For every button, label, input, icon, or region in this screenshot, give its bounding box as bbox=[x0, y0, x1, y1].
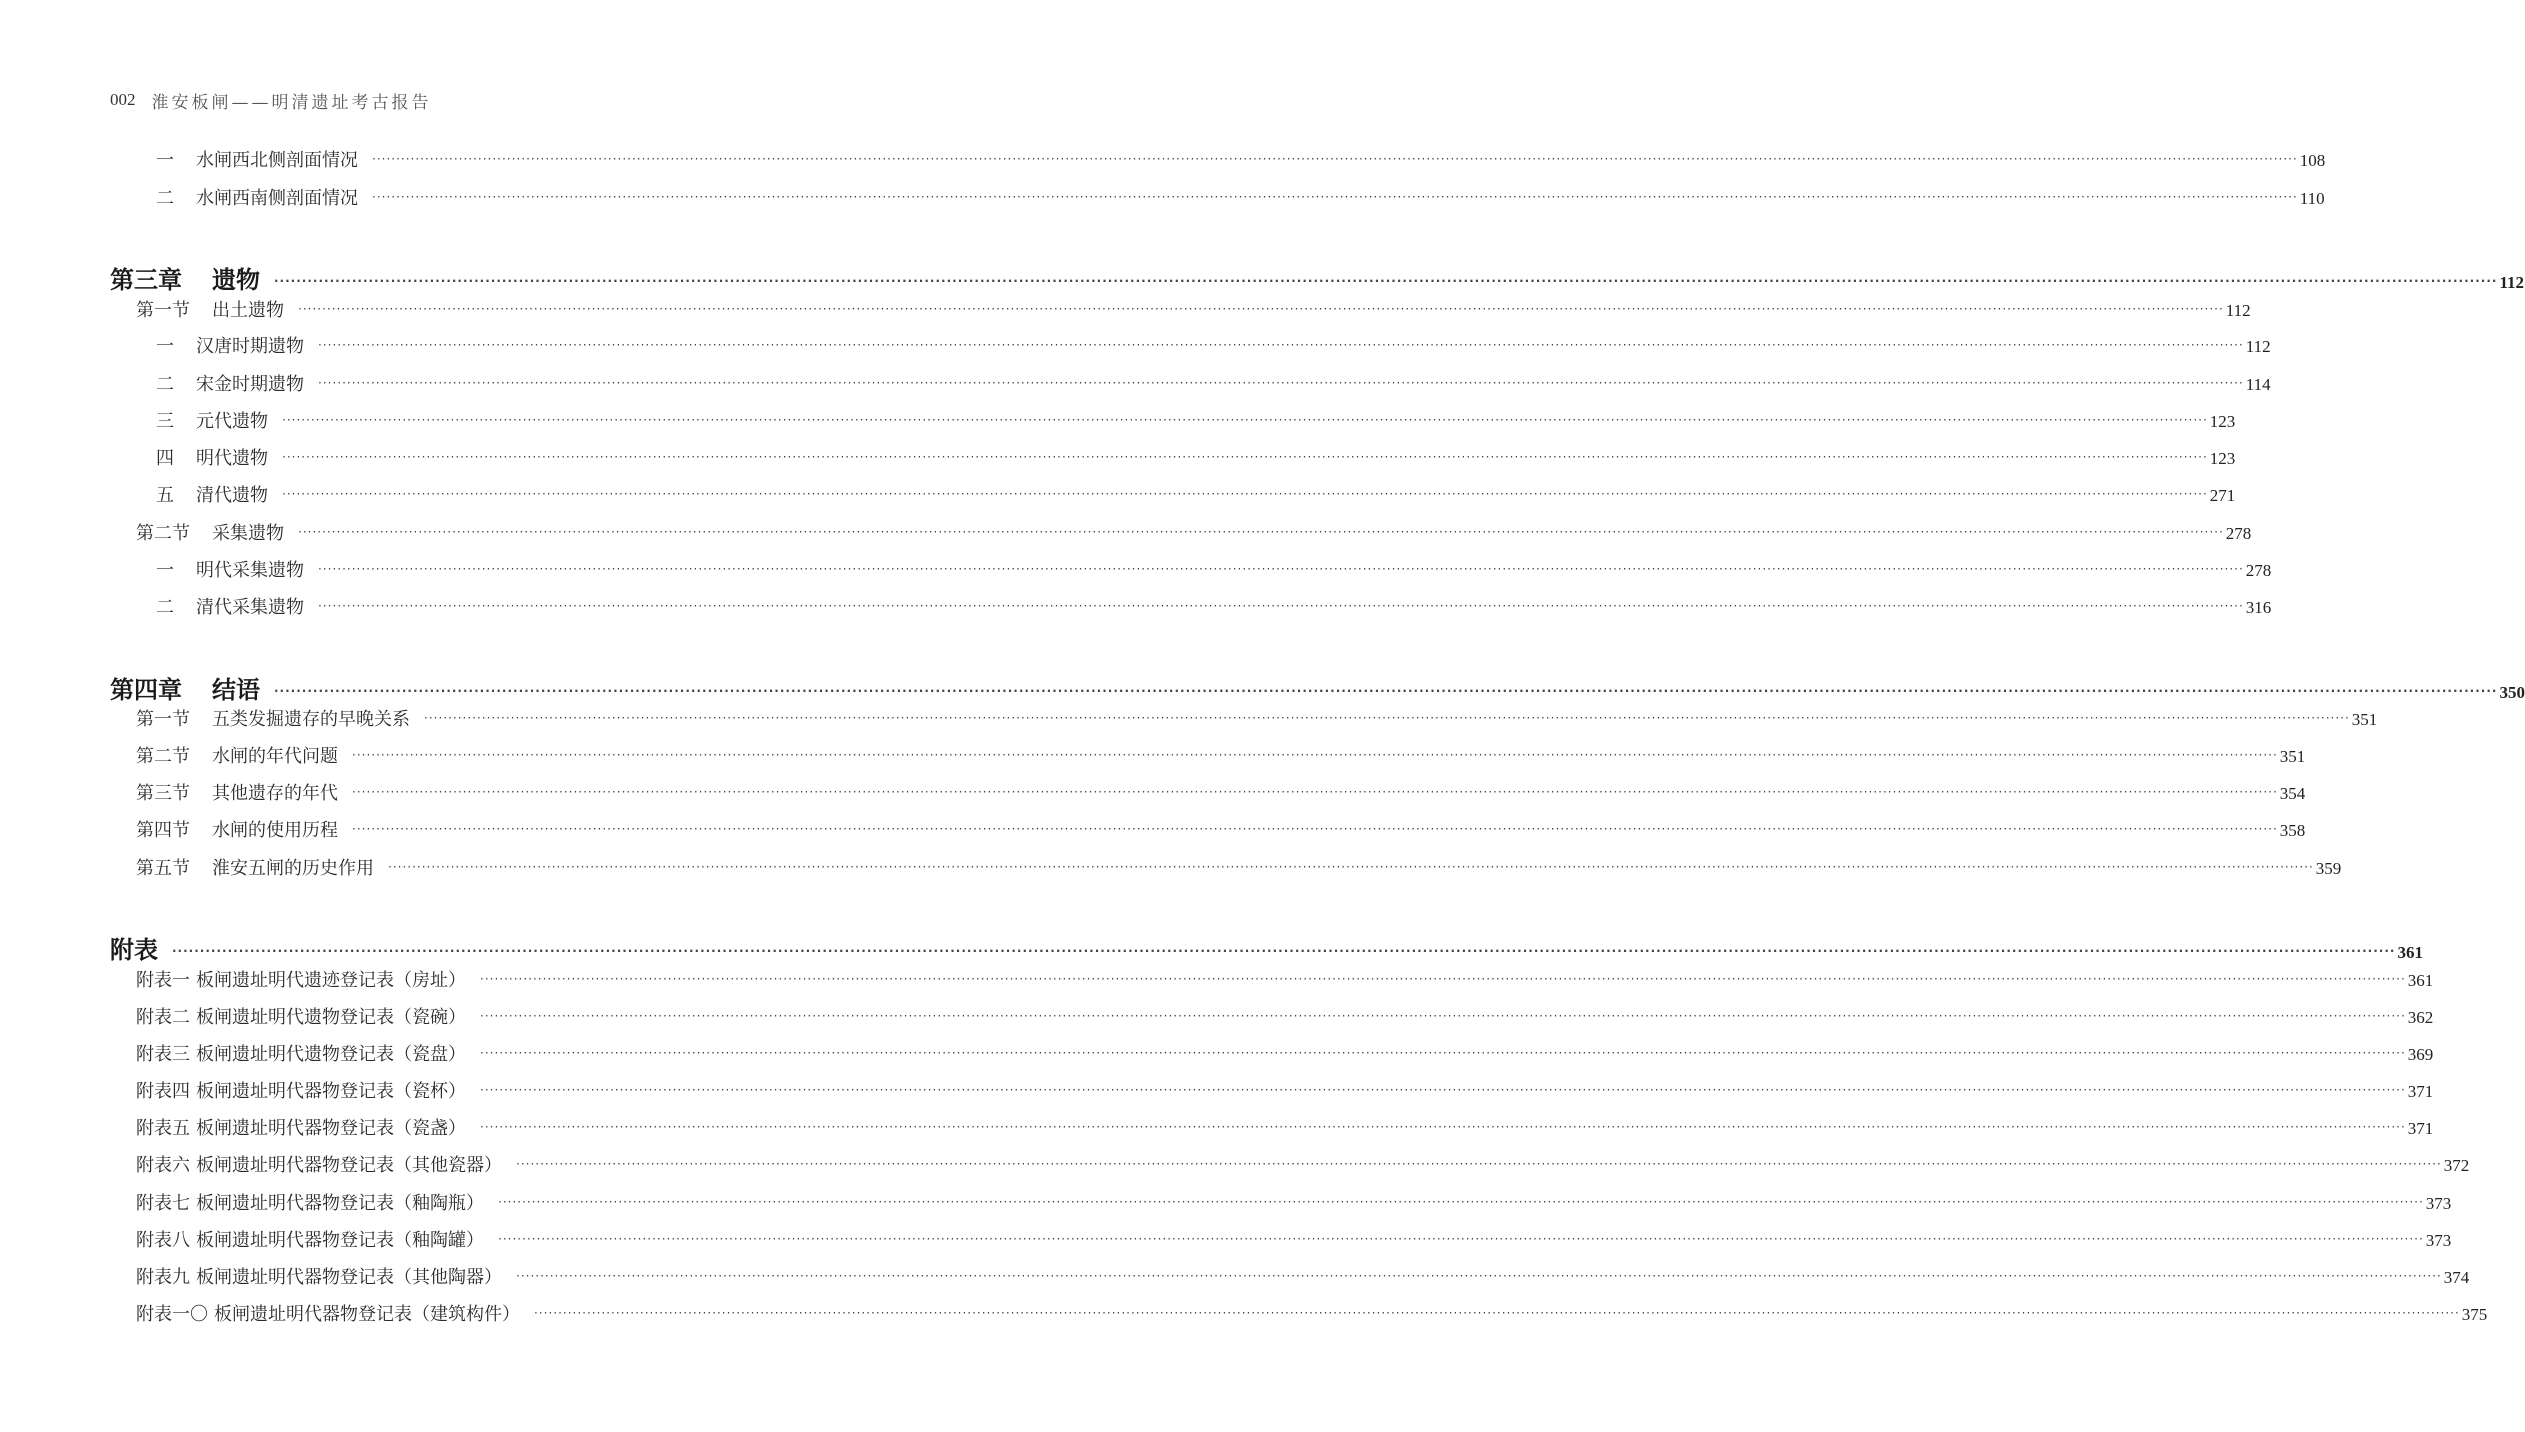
toc-entry-number: 第五节 bbox=[136, 858, 190, 879]
toc-entry-page: 374 bbox=[2443, 1268, 2470, 1287]
toc-entry-title: 板闸遗址明代器物登记表（瓷杯） bbox=[196, 1081, 466, 1102]
toc-entry-number: 二 bbox=[156, 188, 174, 209]
toc-entry[interactable] bbox=[136, 519, 2252, 545]
toc-entry[interactable] bbox=[136, 742, 2306, 768]
dot-leader: ················································································································································································································································································································································································································ bbox=[352, 785, 2278, 799]
dot-leader: ················································································································································································································································································································································································································ bbox=[282, 487, 2208, 501]
toc-entry[interactable] bbox=[136, 1226, 2452, 1252]
toc-entry-number: 附表五 bbox=[136, 1118, 190, 1139]
toc-entry[interactable] bbox=[136, 296, 2251, 322]
toc-entry[interactable] bbox=[136, 1077, 2434, 1103]
toc-entry-number: 第一节 bbox=[136, 709, 190, 730]
toc-entry-title: 明代遗物 bbox=[196, 448, 268, 469]
toc-entry-title: 淮安五闸的历史作用 bbox=[212, 858, 374, 879]
toc-entry[interactable] bbox=[110, 930, 2423, 965]
toc-entry-page: 278 bbox=[2225, 524, 2252, 543]
toc-entry-number: 附表三 bbox=[136, 1044, 190, 1065]
toc-entry-page: 371 bbox=[2407, 1119, 2434, 1138]
toc-entry-page: 361 bbox=[2407, 971, 2434, 990]
toc-entry[interactable] bbox=[156, 593, 2272, 619]
toc-entry-title: 宋金时期遗物 bbox=[196, 374, 304, 395]
toc-entry-title: 出土遗物 bbox=[212, 300, 284, 321]
dot-leader: ················································································································································································································································································································································································································ bbox=[352, 822, 2278, 836]
book-title: 淮安板闸——明清遗址考古报告 bbox=[151, 92, 432, 113]
toc-entry-number: 三 bbox=[156, 411, 174, 432]
dot-leader: ················································································································································································································································································································································································································ bbox=[480, 1120, 2406, 1134]
toc-entry-page: 114 bbox=[2245, 375, 2271, 394]
dot-leader: ················································································································································································································································································································································································································ bbox=[274, 684, 2498, 698]
toc-entry-number: 一 bbox=[156, 560, 174, 581]
toc-entry[interactable] bbox=[110, 260, 2524, 295]
toc-entry[interactable] bbox=[136, 966, 2434, 992]
dot-leader: ················································································································································································································································································································································································································ bbox=[480, 972, 2406, 986]
toc-entry-number: 四 bbox=[156, 448, 174, 469]
toc-entry-number: 第二节 bbox=[136, 523, 190, 544]
toc-entry[interactable] bbox=[136, 1189, 2452, 1215]
toc-entry-number: 一 bbox=[156, 150, 174, 171]
toc-entry-title: 板闸遗址明代器物登记表（釉陶瓶） bbox=[196, 1193, 484, 1214]
toc-entry-number: 附表六 bbox=[136, 1155, 190, 1176]
toc-entry[interactable] bbox=[156, 407, 2236, 433]
toc-entry[interactable] bbox=[136, 705, 2378, 731]
dot-leader: ················································································································································································································································································································································································································ bbox=[388, 860, 2314, 874]
toc-entry-title: 采集遗物 bbox=[212, 523, 284, 544]
toc-entry-title: 遗物 bbox=[212, 265, 260, 294]
toc-entry-title: 明代采集遗物 bbox=[196, 560, 304, 581]
toc-entry-title: 清代遗物 bbox=[196, 485, 268, 506]
dot-leader: ················································································································································································································································································································································································································ bbox=[372, 152, 2298, 166]
toc-entry[interactable] bbox=[136, 1040, 2434, 1066]
dot-leader: ················································································································································································································································································································································································································ bbox=[172, 944, 2396, 958]
toc-entry-title: 附表 bbox=[110, 935, 158, 964]
toc-entry-page: 112 bbox=[2245, 337, 2271, 356]
dot-leader: ················································································································································································································································································································································································································ bbox=[516, 1269, 2442, 1283]
toc-entry-page: 112 bbox=[2225, 301, 2251, 320]
toc-entry-number: 五 bbox=[156, 485, 174, 506]
toc-entry-number: 附表一〇 bbox=[136, 1304, 208, 1325]
toc-entry-title: 板闸遗址明代器物登记表（其他瓷器） bbox=[196, 1155, 502, 1176]
dot-leader: ················································································································································································································································································································································································································ bbox=[372, 190, 2298, 204]
toc-entry-title: 板闸遗址明代遗物登记表（瓷盘） bbox=[196, 1044, 466, 1065]
toc-entry[interactable] bbox=[136, 854, 2342, 880]
toc-entry-title: 汉唐时期遗物 bbox=[196, 336, 304, 357]
toc-entry-number: 二 bbox=[156, 374, 174, 395]
toc-entry-title: 其他遗存的年代 bbox=[212, 783, 338, 804]
toc-entry-page: 316 bbox=[2245, 598, 2272, 617]
dot-leader: ················································································································································································································································································································································································································ bbox=[318, 562, 2244, 576]
toc-entry-page: 351 bbox=[2351, 710, 2378, 729]
toc-entry-title: 水闸的使用历程 bbox=[212, 820, 338, 841]
toc-entry-page: 112 bbox=[2499, 273, 2524, 292]
toc-entry-page: 372 bbox=[2443, 1156, 2470, 1175]
dot-leader: ················································································································································································································································································································································································································ bbox=[274, 274, 2498, 288]
toc-entry-number: 附表九 bbox=[136, 1267, 190, 1288]
toc-entry-page: 369 bbox=[2407, 1045, 2434, 1064]
toc-entry-title: 板闸遗址明代器物登记表（瓷盏） bbox=[196, 1118, 466, 1139]
toc-entry-title: 板闸遗址明代器物登记表（建筑构件） bbox=[214, 1304, 520, 1325]
toc-entry-title: 结语 bbox=[212, 675, 260, 704]
toc-entry[interactable] bbox=[136, 1114, 2434, 1140]
toc-entry-page: 361 bbox=[2397, 943, 2423, 962]
toc-entry-page: 278 bbox=[2245, 561, 2272, 580]
toc-entry-page: 351 bbox=[2279, 747, 2306, 766]
toc-entry-number: 二 bbox=[156, 597, 174, 618]
dot-leader: ················································································································································································································································································································································································································ bbox=[480, 1009, 2406, 1023]
toc-entry[interactable] bbox=[156, 332, 2271, 358]
toc-entry-number: 附表七 bbox=[136, 1193, 190, 1214]
toc-entry[interactable] bbox=[110, 670, 2525, 705]
dot-leader: ················································································································································································································································································································································································································ bbox=[498, 1195, 2424, 1209]
toc-entry-page: 358 bbox=[2279, 821, 2306, 840]
dot-leader: ················································································································································································································································································································································································································ bbox=[498, 1232, 2424, 1246]
toc-entry-page: 108 bbox=[2299, 151, 2326, 170]
dot-leader: ················································································································································································································································································································································································································ bbox=[282, 450, 2208, 464]
toc-entry-title: 板闸遗址明代器物登记表（其他陶器） bbox=[196, 1267, 502, 1288]
toc-entry-number: 一 bbox=[156, 336, 174, 357]
toc-entry-number: 第四章 bbox=[110, 675, 182, 704]
toc-entry-title: 板闸遗址明代遗物登记表（瓷碗） bbox=[196, 1007, 466, 1028]
toc-entry-page: 373 bbox=[2425, 1194, 2452, 1213]
page-number: 002 bbox=[110, 90, 136, 109]
toc-entry-number: 附表八 bbox=[136, 1230, 190, 1251]
dot-leader: ················································································································································································································································································································································································································ bbox=[282, 413, 2208, 427]
toc-entry-page: 354 bbox=[2279, 784, 2306, 803]
dot-leader: ················································································································································································································································································································································································································ bbox=[298, 302, 2224, 316]
toc-entry-number: 附表二 bbox=[136, 1007, 190, 1028]
dot-leader: ················································································································································································································································································································································································································ bbox=[298, 525, 2224, 539]
toc-entry[interactable] bbox=[136, 1151, 2470, 1177]
toc-entry-title: 板闸遗址明代器物登记表（釉陶罐） bbox=[196, 1230, 484, 1251]
toc-entry[interactable] bbox=[136, 816, 2306, 842]
toc-entry[interactable] bbox=[156, 184, 2325, 210]
toc-entry-number: 第三章 bbox=[110, 265, 182, 294]
toc-entry[interactable] bbox=[136, 1263, 2470, 1289]
toc-entry[interactable] bbox=[156, 146, 2326, 172]
toc-entry[interactable] bbox=[136, 779, 2306, 805]
toc-entry[interactable] bbox=[136, 1300, 2488, 1326]
dot-leader: ················································································································································································································································································································································································································ bbox=[424, 711, 2350, 725]
toc-entry-number: 附表四 bbox=[136, 1081, 190, 1102]
toc-entry-page: 123 bbox=[2209, 449, 2236, 468]
toc-entry-page: 362 bbox=[2407, 1008, 2434, 1027]
dot-leader: ················································································································································································································································································································································································································ bbox=[318, 599, 2244, 613]
toc-entry[interactable] bbox=[156, 370, 2271, 396]
dot-leader: ················································································································································································································································································································································································································ bbox=[318, 376, 2244, 390]
toc-entry-title: 清代采集遗物 bbox=[196, 597, 304, 618]
dot-leader: ················································································································································································································································································································································································································ bbox=[480, 1083, 2406, 1097]
toc-entry[interactable] bbox=[136, 1003, 2434, 1029]
toc-entry-number: 第二节 bbox=[136, 746, 190, 767]
toc-entry-number: 第三节 bbox=[136, 783, 190, 804]
toc-entry-number: 附表一 bbox=[136, 970, 190, 991]
dot-leader: ················································································································································································································································································································································································································ bbox=[480, 1046, 2406, 1060]
toc-entry-page: 271 bbox=[2209, 486, 2236, 505]
toc-entry[interactable] bbox=[156, 444, 2236, 470]
toc-entry[interactable] bbox=[156, 556, 2272, 582]
dot-leader: ················································································································································································································································································································································································································ bbox=[516, 1157, 2442, 1171]
toc-entry-title: 水闸西南侧剖面情况 bbox=[196, 188, 358, 209]
toc-entry-page: 110 bbox=[2299, 189, 2325, 208]
toc-entry-title: 水闸的年代问题 bbox=[212, 746, 338, 767]
toc-entry-title: 五类发掘遗存的早晚关系 bbox=[212, 709, 410, 730]
toc-entry-page: 375 bbox=[2461, 1305, 2488, 1324]
toc-entry-title: 水闸西北侧剖面情况 bbox=[196, 150, 358, 171]
toc-entry[interactable] bbox=[156, 481, 2236, 507]
toc-entry-number: 第四节 bbox=[136, 820, 190, 841]
toc-entry-title: 板闸遗址明代遗迹登记表（房址） bbox=[196, 970, 466, 991]
toc-entry-page: 350 bbox=[2499, 683, 2525, 702]
dot-leader: ················································································································································································································································································································································································································ bbox=[318, 338, 2244, 352]
toc-entry-page: 371 bbox=[2407, 1082, 2434, 1101]
toc-entry-number: 第一节 bbox=[136, 300, 190, 321]
toc-entry-page: 373 bbox=[2425, 1231, 2452, 1250]
toc-entry-page: 359 bbox=[2315, 859, 2342, 878]
dot-leader: ················································································································································································································································································································································································································ bbox=[534, 1306, 2460, 1320]
dot-leader: ················································································································································································································································································································································································································ bbox=[352, 748, 2278, 762]
toc-entry-page: 123 bbox=[2209, 412, 2236, 431]
toc-entry-title: 元代遗物 bbox=[196, 411, 268, 432]
